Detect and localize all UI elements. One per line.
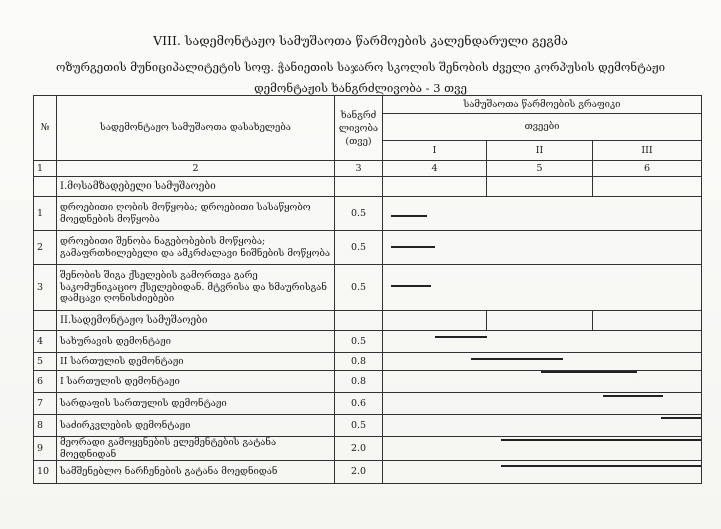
row-name: დროებითი შენობა ნაგებობების მოწყობა; გამაფრთხილებელი და ამკრძალავი ნიშნების მოწყობა: [57, 231, 335, 265]
gantt-cell: [383, 415, 702, 437]
header-num: №: [34, 96, 57, 161]
col-index-1: 1: [34, 161, 57, 177]
col-index-3: 3: [335, 161, 383, 177]
gantt-cell: [383, 331, 702, 353]
row-name: I სართულის დემონტაჟი: [57, 371, 335, 393]
row-duration: 0.5: [335, 331, 383, 353]
row-duration: 0.5: [335, 197, 383, 231]
header-name: სადემონტაჟო სამუშაოთა დასახელება: [57, 96, 335, 161]
row-duration: 2.0: [335, 461, 383, 484]
document-title: VIII. სადემონტაჟო სამუშაოთა წარმოების კალენდარული გეგმა: [153, 33, 568, 48]
gantt-bar: [435, 336, 487, 338]
gantt-cell: [383, 461, 702, 484]
table-row: [34, 231, 702, 265]
project-name: ოზურგეთის მუნიციპალიტეტის სოფ. ჭანიეთის საჯარო სკოლის შენობის ძველი კორპუსის დემონტაჟი: [55, 60, 666, 74]
gantt-cell: [383, 437, 702, 461]
gantt-bar: [391, 285, 431, 287]
gantt-bar: [603, 395, 663, 397]
row-duration: 0.8: [335, 371, 383, 393]
row-duration: 0.5: [335, 231, 383, 265]
row-duration: 0.5: [335, 265, 383, 311]
row-num: 2: [34, 231, 57, 265]
row-name: სარდაფის სართულის დემონტაჟი: [57, 393, 335, 415]
gantt-cell: [383, 353, 702, 371]
row-name: II სართულის დემონტაჟი: [57, 353, 335, 371]
row-num: 4: [34, 331, 57, 353]
header-month-1: I: [383, 141, 487, 161]
gantt-cell: [383, 371, 702, 393]
row-num: 8: [34, 415, 57, 437]
row-num: 9: [34, 437, 57, 461]
gantt-cell: [383, 231, 702, 265]
gantt-bar: [541, 371, 637, 373]
table-row: [34, 393, 702, 415]
col-index-6: 6: [593, 161, 702, 177]
row-name: სახურავის დემონტაჟი: [57, 331, 335, 353]
gantt-bar: [471, 358, 563, 360]
section-title-prep: I.მოსამზადებელი სამუშაოები: [57, 177, 335, 197]
gantt-cell: [383, 265, 702, 311]
gantt-cell: [383, 197, 702, 231]
schedule-table: [33, 95, 702, 484]
header-month-2: II: [487, 141, 593, 161]
gantt-bar: [501, 439, 701, 441]
col-index-5: 5: [487, 161, 593, 177]
row-num: 3: [34, 265, 57, 311]
table-row: [34, 331, 702, 353]
table-row: [34, 197, 702, 231]
row-num: 5: [34, 353, 57, 371]
row-name: სამშენებლო ნარჩენების გატანა მოედნიდან: [57, 461, 335, 484]
row-num: 10: [34, 461, 57, 484]
header-schedule: სამუშაოთა წარმოების გრაფიკი: [383, 96, 702, 114]
gantt-bar: [391, 215, 427, 217]
header-duration: ხანგრძ ლივობა (თვე): [335, 96, 383, 161]
header-row-top: [34, 96, 702, 114]
row-duration: 0.5: [335, 415, 383, 437]
row-name: დროებითი ღობის მოწყობა; დროებითი სასაწყობო მოედნების მოწყობა: [57, 197, 335, 231]
table-row: [34, 415, 702, 437]
row-num: 6: [34, 371, 57, 393]
gantt-bar: [661, 417, 701, 419]
header-months: თვეები: [383, 114, 702, 141]
gantt-bar: [501, 465, 701, 467]
section-row-prep: [34, 177, 702, 197]
row-duration: 0.8: [335, 353, 383, 371]
table-row: [34, 437, 702, 461]
gantt-cell: [383, 393, 702, 415]
row-duration: 2.0: [335, 437, 383, 461]
gantt-bar: [391, 246, 435, 248]
col-index-4: 4: [383, 161, 487, 177]
row-num: 7: [34, 393, 57, 415]
row-duration: 0.6: [335, 393, 383, 415]
table-row: [34, 371, 702, 393]
row-name: შენობის შიგა ქსელების გამორთვა გარე საკომუნიკაციო ქსელებიდან. მტვრისა და ხმაურისგან დამცავი ღონისძიებები: [57, 265, 335, 311]
column-index-row: [34, 161, 702, 177]
row-name: საძირკვლების დემონტაჟი: [57, 415, 335, 437]
section-row-demolition: [34, 311, 702, 331]
duration-summary: დემონტაჟის ხანგრძლივობა - 3 თვე: [254, 81, 467, 95]
section-title-demolition: II.სადემონტაჟო სამუშაოები: [57, 311, 335, 331]
table-row: [34, 353, 702, 371]
table-row: [34, 265, 702, 311]
row-name: მეორადი გამოყენების ელემენტების გატანა მოედნიდან: [57, 437, 335, 461]
col-index-2: 2: [57, 161, 335, 177]
header-month-3: III: [593, 141, 702, 161]
table-row: [34, 461, 702, 484]
row-num: 1: [34, 197, 57, 231]
